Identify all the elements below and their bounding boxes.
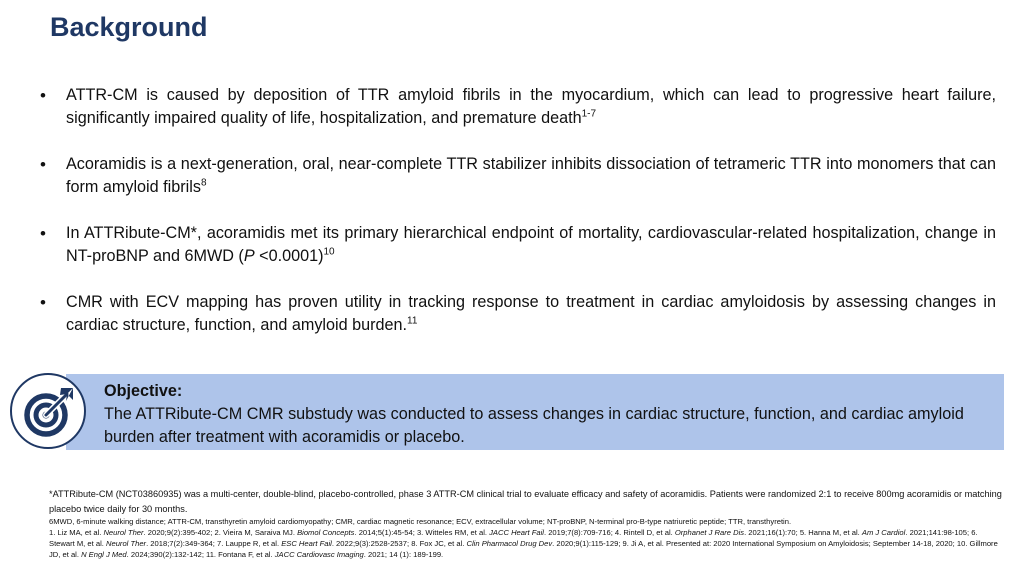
bullet-text: In ATTRibute-CM*, acoramidis met its primary hierarchical endpoint of mortality, cardiovascular-related hospitalization, change in NT-proBNP and 6MWD (	[66, 224, 996, 265]
reference-citation: . 2020;9(1):115-129;	[552, 539, 623, 548]
references-list	[49, 528, 998, 559]
objective-icon-badge	[10, 373, 86, 449]
p-value-symbol: P	[243, 247, 255, 265]
abbreviations-and-references	[49, 516, 1004, 560]
reference-journal: Am J Cardiol	[861, 528, 906, 537]
objective-statement: The ATTRibute-CM CMR substudy was conducted to assess changes in cardiac structure, function, and cardiac amyloid burden after treatment with acoramidis or placebo.	[104, 405, 964, 446]
reference-journal: Neurol Ther	[103, 528, 144, 537]
reference-citation: . 2019;7(8):709-716;	[543, 528, 615, 537]
objective-label: Objective:	[104, 382, 183, 400]
citation-ref: 10	[323, 246, 335, 258]
reference-journal: ESC Heart Fail	[281, 539, 332, 548]
slide-title: Background	[50, 12, 208, 42]
reference-item	[417, 528, 615, 537]
reference-journal: Orphanet J Rare Dis	[674, 528, 745, 537]
reference-authors: 5. Hanna M, et al.	[799, 528, 862, 537]
reference-authors: 1. Liz MA, et al.	[49, 528, 104, 537]
bullet-text: ATTR-CM is caused by deposition of TTR amyloid fibrils in the myocardium, which can lead to progressive heart failure, significantly impaired quality of life, hospitalization, and premature death	[66, 86, 996, 127]
reference-authors: 2. Vieira M, Saraiva MJ.	[214, 528, 298, 537]
reference-citation: . 2020;9(2):395-402;	[143, 528, 215, 537]
reference-authors: 7. Lauppe R, et al.	[217, 539, 282, 548]
reference-citation: . 2014;5(1):45-54;	[354, 528, 417, 537]
bullet-item	[40, 153, 996, 199]
citation-ref: 11	[407, 315, 418, 327]
reference-journal: Biomol Concepts	[297, 528, 355, 537]
reference-authors: 8. Fox JC, et al.	[411, 539, 467, 548]
objective-text-block	[104, 380, 984, 449]
reference-journal: JACC Cardiovasc Imaging	[274, 550, 364, 559]
reference-authors: 3. Witteles RM, et al.	[416, 528, 490, 537]
target-arrow-icon	[19, 382, 79, 442]
bullet-text-continued: <0.0001)	[254, 247, 324, 265]
reference-item	[800, 528, 971, 537]
citation-ref: 8	[200, 177, 207, 189]
bullet-text: CMR with ECV mapping has proven utility in tracking response to treatment in cardiac amyloidosis by assessing changes in cardiac structure, function, and amyloid burden.	[66, 293, 996, 334]
reference-citation: . 2024;390(2):132-142;	[126, 550, 207, 559]
reference-authors: 10. Gillmore JD, et al.	[49, 539, 998, 559]
citation-ref: 1-7	[581, 108, 597, 120]
reference-authors: 9. Ji A, et al. Presented at: 2020 International Symposium on Amyloidosis; September 14-18, 2020;	[622, 539, 957, 548]
reference-item	[623, 539, 957, 548]
reference-journal: JACC Heart Fail	[489, 528, 544, 537]
trial-footnote: *ATTRibute-CM (NCT03860935) was a multi-center, double-blind, placebo-controlled, phase 3 ATTR-CM clinical trial to evaluate efficacy and safety of acoramidis. Patients were randomized 2:1 to receive 800mg acoramidis or matching placebo twice daily for 30 months.	[49, 489, 1002, 514]
bullet-item	[40, 291, 996, 337]
reference-item	[214, 528, 416, 537]
reference-authors: 6. Stewart M, et al.	[49, 528, 978, 548]
reference-item	[206, 550, 443, 559]
reference-item	[615, 528, 800, 537]
reference-item	[411, 539, 622, 548]
reference-authors: 4. Rintell D, et al.	[614, 528, 675, 537]
bullet-list	[40, 84, 996, 360]
reference-authors: 11. Fontana F, et al.	[206, 550, 275, 559]
reference-citation: . 2021; 14 (1): 189-199.	[363, 550, 444, 559]
bullet-item	[40, 84, 996, 130]
reference-citation: . 2021;141:98-105;	[905, 528, 972, 537]
reference-citation: . 2022;9(3):2528-2537;	[331, 539, 412, 548]
reference-journal: N Engl J Med	[81, 550, 127, 559]
reference-item	[49, 528, 214, 537]
bullet-text: Acoramidis is a next-generation, oral, near-complete TTR stabilizer inhibits dissociation of tetrameric TTR into monomers that can form amyloid fibrils	[66, 155, 996, 196]
bullet-item	[40, 222, 996, 268]
reference-item	[217, 539, 411, 548]
reference-journal: Neurol Ther	[105, 539, 147, 548]
reference-citation: . 2021;16(1):70;	[744, 528, 800, 537]
abbreviations-footnote: 6MWD, 6-minute walking distance; ATTR-CM, transthyretin amyloid cardiomyopathy; CMR, cardiac magnetic resonance; ECV, extracellular volume; NT-proBNP, N-terminal pro-B-type natriuretic peptide; TTR, transthyretin.	[49, 517, 792, 526]
reference-journal: Clin Pharmacol Drug Dev	[466, 539, 553, 548]
reference-citation: . 2018;7(2):349-364;	[146, 539, 218, 548]
